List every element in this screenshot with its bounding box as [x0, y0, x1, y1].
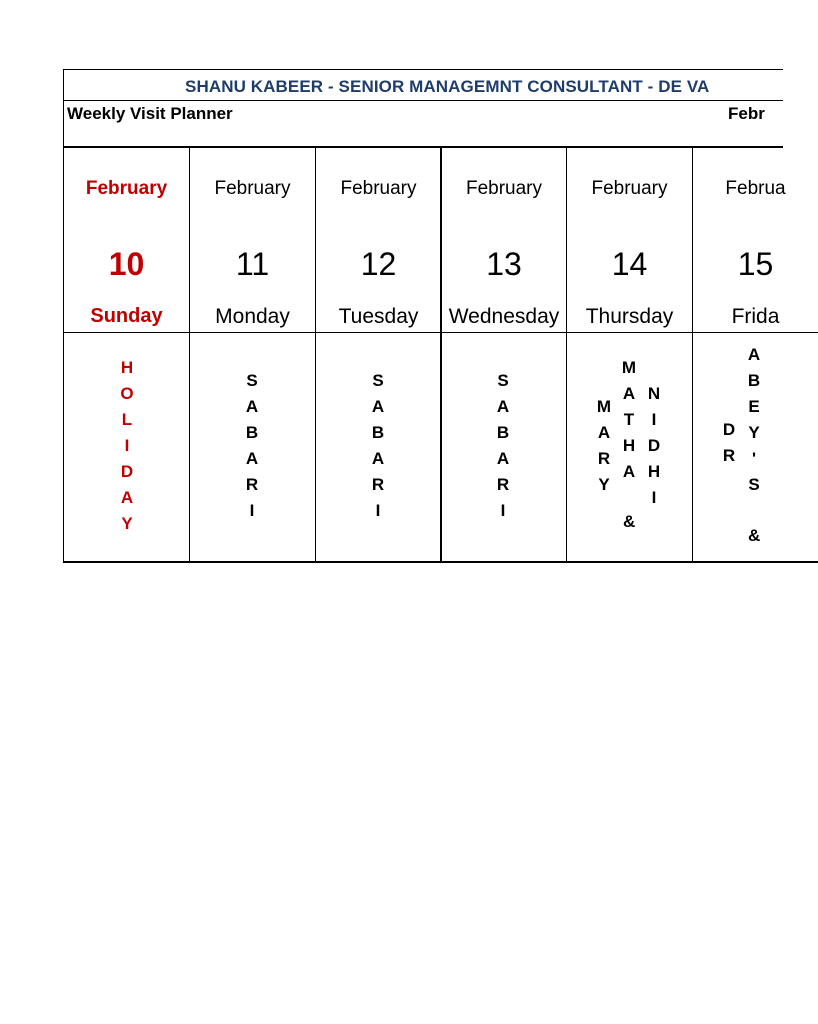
day-month: Februa: [725, 178, 786, 199]
day-column-wednesday[interactable]: [440, 148, 566, 563]
title-bar: [63, 69, 783, 100]
vertical-letter: A: [747, 345, 761, 364]
holiday-vertical-text: [117, 355, 137, 537]
subtitle-row: [63, 100, 783, 147]
day-visits: [442, 333, 566, 563]
vertical-letter: S: [497, 371, 509, 390]
day-date: 11: [235, 246, 270, 282]
vertical-letter: L: [121, 410, 133, 429]
day-month: February: [85, 178, 168, 199]
planner-period: Febr: [728, 104, 765, 123]
day-weekday: Monday: [215, 305, 290, 328]
visit-ampersand: &: [748, 526, 761, 545]
vertical-letter: B: [747, 371, 761, 390]
vertical-letter: A: [245, 397, 259, 416]
vertical-letter: O: [120, 384, 134, 403]
vertical-letter: A: [371, 449, 385, 468]
vertical-letter: I: [651, 410, 657, 429]
vertical-letter: S: [748, 475, 760, 494]
vertical-letter: R: [597, 449, 611, 468]
day-month: February: [591, 178, 668, 199]
vertical-letter: B: [496, 423, 510, 442]
day-header: [567, 148, 692, 333]
vertical-letter: A: [120, 488, 134, 507]
vertical-letter: M: [596, 397, 612, 416]
vertical-letter: A: [371, 397, 385, 416]
vertical-letter: R: [722, 446, 736, 465]
vertical-letter: I: [500, 501, 506, 520]
visit-vertical-text: [719, 417, 739, 469]
vertical-letter: R: [371, 475, 385, 494]
vertical-letter: D: [120, 462, 134, 481]
visit-ampersand: &: [623, 512, 636, 531]
day-date: 12: [360, 246, 397, 282]
day-header: [190, 148, 315, 333]
vertical-letter: M: [621, 358, 637, 377]
visit-vertical-text: [744, 342, 764, 498]
days-row: [63, 146, 786, 565]
day-visits: [693, 333, 818, 563]
visit-vertical-text: [594, 394, 614, 498]
day-weekday: Frida: [731, 305, 780, 328]
day-column-friday[interactable]: [692, 148, 818, 563]
day-column-tuesday[interactable]: [315, 148, 441, 563]
vertical-letter: Y: [748, 423, 760, 442]
day-month: February: [340, 178, 417, 199]
vertical-letter: R: [245, 475, 259, 494]
vertical-letter: E: [748, 397, 760, 416]
vertical-letter: H: [120, 358, 134, 377]
day-date: 13: [486, 246, 522, 282]
vertical-letter: N: [647, 384, 661, 403]
vertical-letter: Y: [121, 514, 133, 533]
vertical-letter: T: [623, 410, 635, 429]
vertical-letter: ': [751, 449, 757, 468]
day-header: [693, 148, 818, 333]
vertical-letter: R: [496, 475, 510, 494]
planner-subtitle: Weekly Visit Planner: [67, 104, 233, 123]
day-weekday: Tuesday: [338, 305, 419, 328]
vertical-letter: D: [647, 436, 661, 455]
day-date: 14: [611, 246, 648, 282]
vertical-letter: I: [124, 436, 130, 455]
visit-vertical-text: [493, 368, 513, 524]
day-month: February: [465, 178, 543, 199]
vertical-letter: A: [496, 397, 510, 416]
vertical-letter: D: [722, 420, 736, 439]
visit-vertical-text: [619, 355, 639, 485]
planner-sheet: [63, 69, 786, 563]
day-visits: [316, 333, 441, 563]
planner-title: SHANU KABEER - SENIOR MANAGEMNT CONSULTANT - DE VA: [185, 77, 710, 96]
day-month: February: [214, 178, 291, 199]
day-weekday: Wednesday: [448, 305, 560, 328]
vertical-letter: I: [375, 501, 381, 520]
vertical-letter: S: [246, 371, 258, 390]
visit-vertical-text: [644, 381, 664, 511]
vertical-letter: I: [249, 501, 255, 520]
day-column-sunday[interactable]: [63, 148, 189, 563]
day-date: 15: [737, 246, 774, 282]
vertical-letter: A: [622, 384, 636, 403]
vertical-letter: S: [372, 371, 384, 390]
vertical-letter: B: [245, 423, 259, 442]
day-date: 10: [108, 246, 145, 282]
vertical-letter: B: [371, 423, 385, 442]
vertical-letter: H: [647, 462, 661, 481]
vertical-letter: I: [651, 488, 657, 507]
vertical-letter: A: [245, 449, 259, 468]
vertical-letter: A: [597, 423, 611, 442]
day-weekday: Sunday: [90, 305, 163, 327]
vertical-letter: A: [622, 462, 636, 481]
day-header: [442, 148, 566, 333]
vertical-letter: A: [496, 449, 510, 468]
day-header: [316, 148, 441, 333]
vertical-letter: Y: [598, 475, 610, 494]
day-column-thursday[interactable]: [566, 148, 692, 563]
vertical-letter: H: [622, 436, 636, 455]
day-weekday: Thursday: [585, 305, 674, 328]
day-header: [64, 148, 189, 333]
day-column-monday[interactable]: [189, 148, 315, 563]
day-visits: [567, 333, 692, 563]
day-visits: [190, 333, 315, 563]
visit-vertical-text: [242, 368, 262, 524]
day-visits: [64, 333, 189, 563]
visit-vertical-text: [368, 368, 388, 524]
